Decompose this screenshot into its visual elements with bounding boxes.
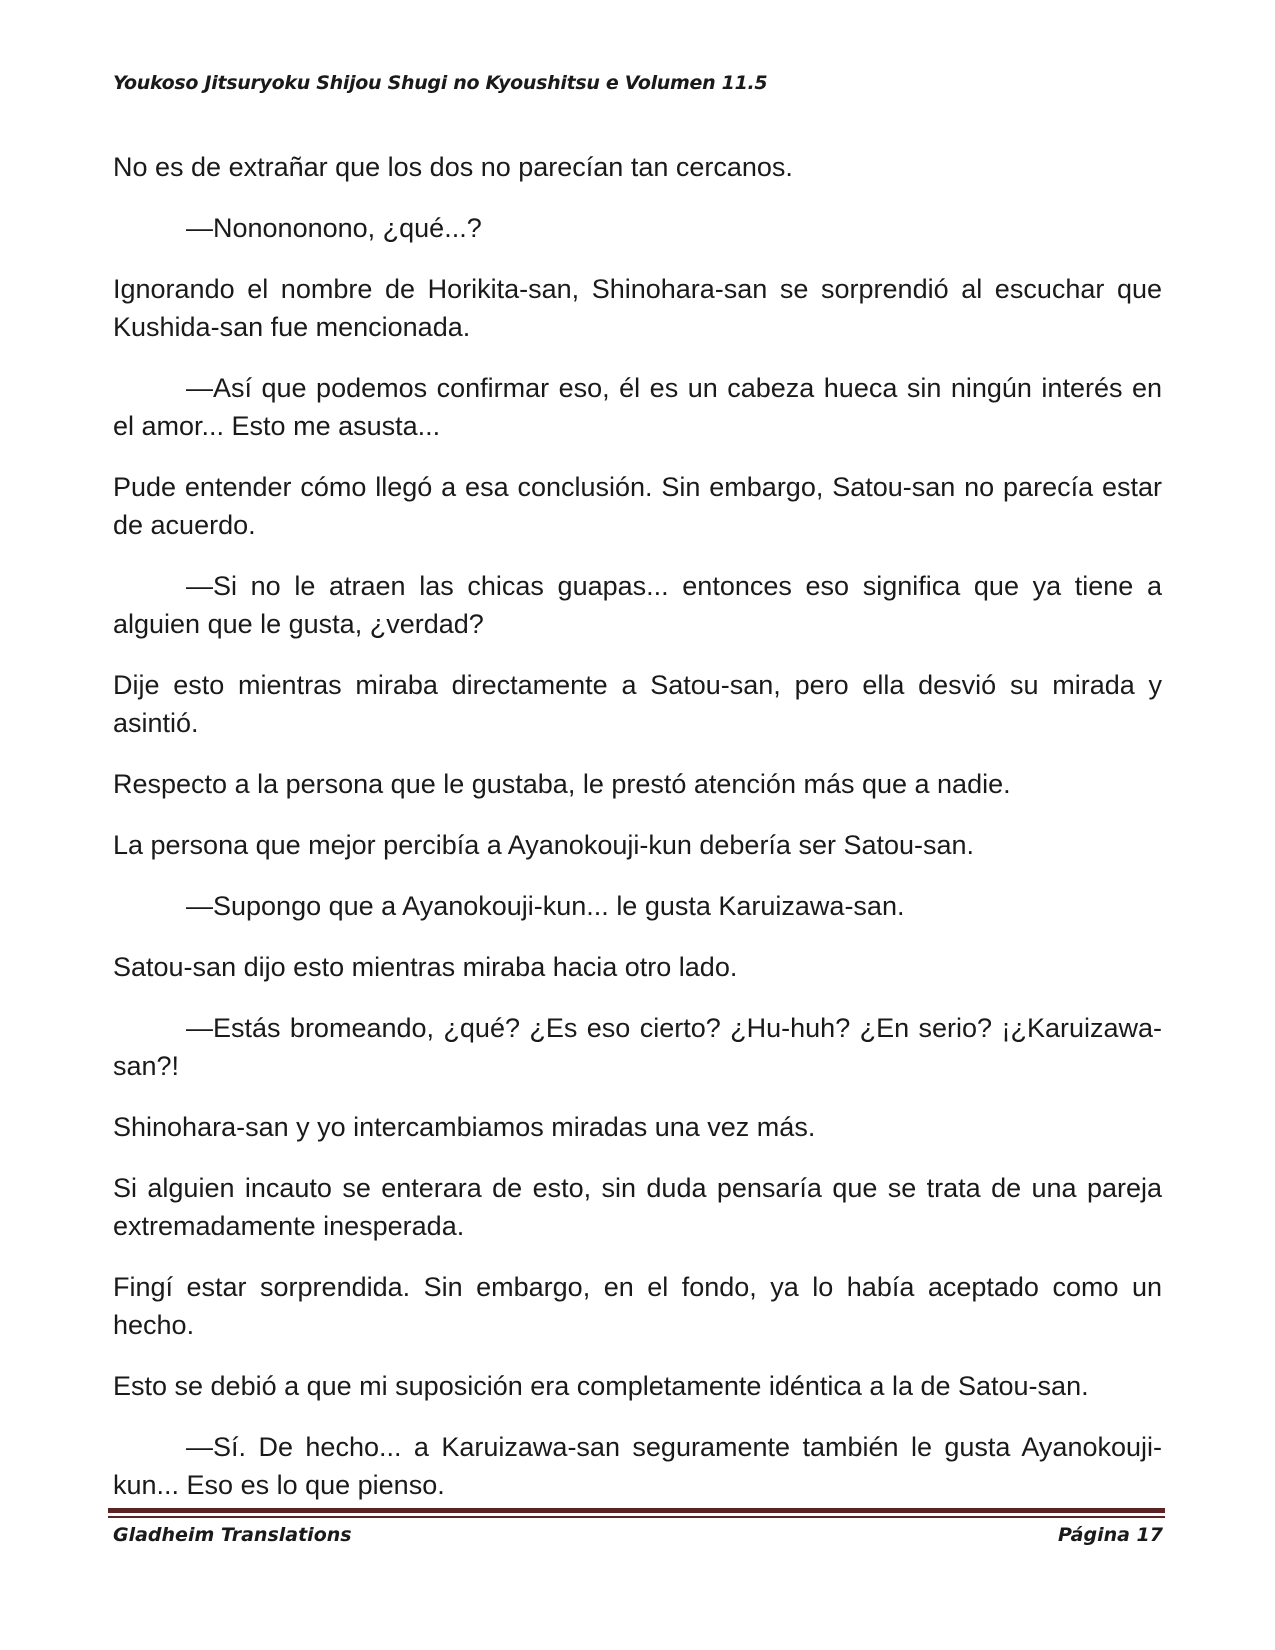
paragraph-11: Satou-san dijo esto mientras miraba hacia otro lado.	[113, 952, 738, 982]
paragraph-1: No es de extrañar que los dos no parecían tan cercanos.	[113, 152, 793, 182]
footer-divider-thin	[108, 1516, 1165, 1518]
paragraph-15: Fingí estar sorprendida. Sin embargo, en el fondo, ya lo había aceptado como un hecho.	[113, 1272, 1162, 1340]
page-body	[113, 148, 1162, 1527]
page-number: Página 17	[1057, 1524, 1163, 1546]
paragraph-16: Esto se debió a que mi suposición era completamente idéntica a la de Satou-san.	[113, 1371, 1089, 1401]
paragraph-5: Pude entender cómo llegó a esa conclusión. Sin embargo, Satou-san no parecía estar de acuerdo.	[113, 472, 1162, 540]
page-header-title: Youkoso Jitsuryoku Shijou Shugi no Kyoushitsu e Volumen 11.5	[113, 72, 768, 94]
paragraph-12: —Estás bromeando, ¿qué? ¿Es eso cierto? ¿Hu-huh? ¿En serio? ¡¿Karuizawa-san?!	[113, 1013, 1162, 1081]
paragraph-10: —Supongo que a Ayanokouji-kun... le gusta Karuizawa-san.	[186, 891, 905, 921]
paragraph-3: Ignorando el nombre de Horikita-san, Shinohara-san se sorprendió al escuchar que Kushida-san fue mencionada.	[113, 274, 1162, 342]
paragraph-13: Shinohara-san y yo intercambiamos miradas una vez más.	[113, 1112, 816, 1142]
paragraph-6: —Si no le atraen las chicas guapas... entonces eso significa que ya tiene a alguien que le gusta, ¿verdad?	[113, 571, 1162, 639]
footer-credit: Gladheim Translations	[113, 1524, 352, 1546]
paragraph-17: —Sí. De hecho... a Karuizawa-san seguramente también le gusta Ayanokouji-kun... Eso es lo que pienso.	[113, 1432, 1162, 1500]
paragraph-7: Dije esto mientras miraba directamente a Satou-san, pero ella desvió su mirada y asintió.	[113, 670, 1162, 738]
paragraph-8: Respecto a la persona que le gustaba, le prestó atención más que a nadie.	[113, 769, 1011, 799]
paragraph-4: —Así que podemos confirmar eso, él es un cabeza hueca sin ningún interés en el amor... Esto me asusta...	[113, 373, 1162, 441]
paragraph-2: —Nonononono, ¿qué...?	[186, 213, 482, 243]
paragraph-14: Si alguien incauto se enterara de esto, sin duda pensaría que se trata de una pareja extremadamente inesperada.	[113, 1173, 1162, 1241]
footer-divider-thick	[108, 1508, 1165, 1513]
paragraph-9: La persona que mejor percibía a Ayanokouji-kun debería ser Satou-san.	[113, 830, 975, 860]
